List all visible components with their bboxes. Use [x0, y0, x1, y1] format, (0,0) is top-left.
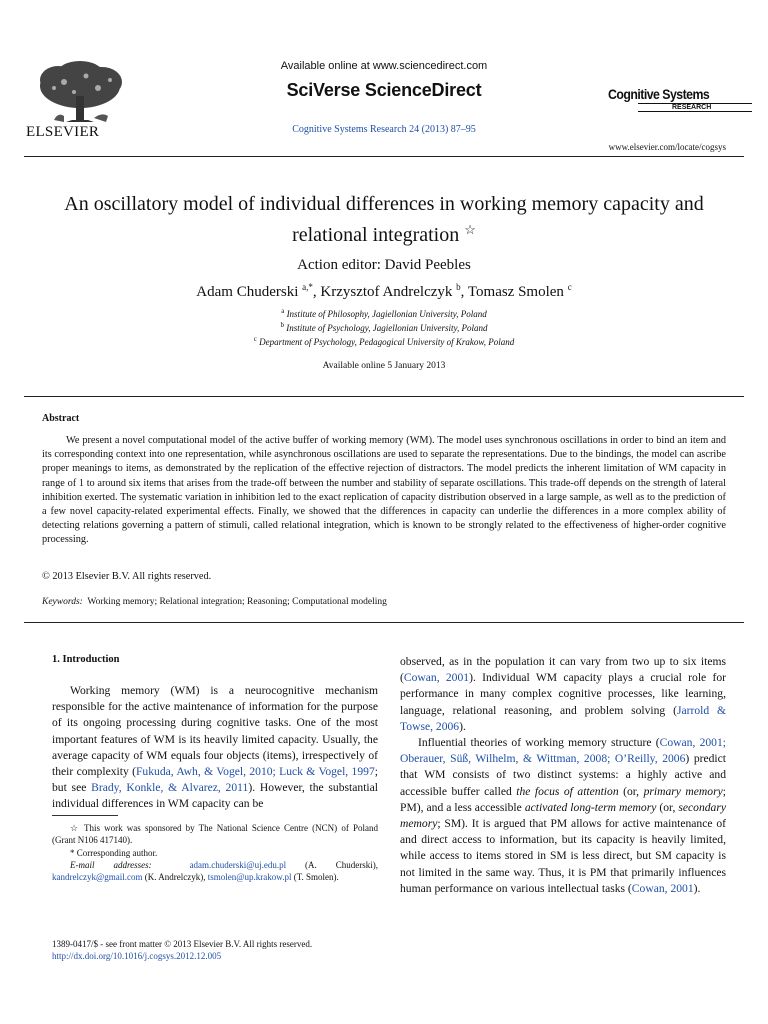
author-list: Adam Chuderski $^{a,*}$, Krzysztof Andrelczyk $^b$, Tomasz Smolen $^c$	[196, 282, 572, 300]
citation-link[interactable]: Cowan, 2001; Oberauer, Süß, Wilhelm, & Wittman, 2008; O’Reilly, 2006	[400, 736, 726, 766]
available-online-notice: Available online at www.sciencedirect.com	[280, 60, 488, 72]
citation-link[interactable]: Brady, Konkle, & Alvarez, 2011	[91, 781, 249, 795]
journal-logo-title: Cognitive Systems	[608, 86, 710, 102]
header-divider	[24, 156, 744, 157]
body-text: ).	[459, 719, 466, 733]
journal-url: www.elsevier.com/locate/cogsys	[608, 142, 726, 152]
body-text: ; SM). It is argued that PM allows for active maintenance of and direct access to information, but its capacity is heavily limited, while access to items stored in SM is less direct, but SM capacity is not limited in the same way. Thus, it is PM that primarily influences human performance on various intellectual tasks (	[400, 817, 726, 895]
email-link-smolen[interactable]: tsmolen@up.krakow.pl	[207, 872, 292, 883]
body-text: ) predict that WM consists of two distinct systems: a highly active and accessible buffer called	[400, 752, 727, 798]
footnote-divider	[52, 815, 118, 816]
article-title-text: An oscillatory model of individual differences in working memory capacity and relational integration	[64, 193, 704, 246]
journal-citation-link[interactable]: Cognitive Systems Research 24 (2013) 87–95	[292, 124, 476, 135]
body-text: Working memory (WM) is a neurocognitive mechanism responsible for the active maintenance of information for the purpose of its ongoing processing during cognitive tasks. One of the most important features of WM is its heavily limited capacity. Usually, the average capacity of WM equals four objects (items), irrespectively of their complexity (	[52, 684, 378, 779]
emphasized-term: secondary memory	[400, 800, 727, 831]
corresponding-footnote: * Corresponding author.	[70, 847, 158, 858]
author-affiliation-mark: c	[567, 282, 572, 292]
keywords-label: Keywords:	[42, 597, 83, 607]
author-affiliation-mark: b	[456, 282, 461, 292]
affiliation-a: $^a$ Institute of Philosophy, Jagiellonian University, Poland	[281, 307, 487, 319]
platform-logo: SciVerse ScienceDirect	[286, 80, 482, 100]
abstract-top-divider	[24, 396, 744, 397]
abstract-text: We present a novel computational model of the active buffer of working memory (WM). The model uses synchronous oscillations in order to bind an item and its corresponding context into one representation, while asynchronous oscillations are used to separate the representations. Due to the bindings, the model can ascribe proper meanings to items, as demonstrated by the replication of the effective rejection of distractors. The model predicts the inherent limitation of WM capacity in range of 1 to around six items that arises from the trade-off between the number and stability of separate oscillations. This trade-off depends on the strength of lateral inhibition exerted. The systematic variation in inhibition led to the exact replication of capacity distribution observed in a large sample, as well as to the prediction of a few novel capacity-related experimental effects. Finally, we showed that the differences in capacity can underlie the differences in a more complex ability of detecting relations governing a pattern of stimuli, called relational integration, which is known to be strongly related to the effectiveness of higher-order cognitive processing.	[42, 435, 726, 546]
intro-column-right	[400, 654, 726, 897]
doi-link[interactable]: http://dx.doi.org/10.1016/j.cogsys.2012.12.005	[52, 951, 222, 962]
body-text: ; PM), and a less accessible	[400, 784, 726, 814]
email-link-chuderski[interactable]: adam.chuderski@uj.edu.pl	[189, 859, 287, 870]
citation-link[interactable]: Cowan, 2001	[403, 671, 470, 685]
citation-link[interactable]: Cowan, 2001	[631, 881, 694, 895]
body-text: ). Individual WM capacity plays a crucial role for performance in many complex cognitive processes, like learning, language, relational reasoning, and problem solving (	[400, 671, 726, 717]
author-affiliation-mark: a,*	[302, 282, 313, 292]
journal-logo	[608, 86, 726, 112]
journal-logo-subtitle: RESEARCH	[638, 103, 752, 112]
emphasized-term: primary memory	[643, 784, 723, 798]
body-text: ; but see	[52, 765, 378, 795]
article-meta	[52, 938, 312, 963]
intro-paragraph-right-2	[400, 735, 726, 897]
funding-star-icon: ☆	[70, 823, 80, 833]
emphasized-term: the focus of attention	[516, 784, 619, 798]
section-heading: 1. Introduction	[52, 654, 120, 665]
emphasized-term: activated long-term memory	[524, 800, 657, 814]
funding-footnote: ☆ This work was sponsored by The National Science Centre (NCN) of Poland (Grant N106 417140).	[52, 823, 378, 846]
body-text: Influential theories of working memory structure (	[418, 736, 660, 750]
email-link-andrelczyk[interactable]: kandrelczyk@gmail.com	[52, 872, 143, 883]
affiliation-c: $^c$ Department of Psychology, Pedagogical University of Krakow, Poland	[253, 335, 515, 347]
affiliation-b: $^b$ Institute of Psychology, Jagiellonian University, Poland	[280, 321, 488, 333]
body-text: ).	[693, 881, 701, 895]
action-editor: Action editor: David Peebles	[297, 257, 471, 273]
author-name: Krzysztof Andrelczyk	[320, 284, 457, 300]
keywords	[42, 597, 387, 607]
available-date: Available online 5 January 2013	[322, 361, 446, 371]
body-text: (or,	[618, 784, 644, 798]
author-name: Adam Chuderski	[196, 284, 303, 300]
body-text: ). However, the substantial individual differences in WM capacity can be	[52, 781, 378, 811]
intro-paragraph-right-1	[400, 654, 726, 735]
body-text: (or,	[656, 800, 679, 814]
publisher-wordmark: ELSEVIER	[26, 124, 100, 140]
abstract-bottom-divider	[24, 622, 744, 623]
footnotes	[52, 822, 378, 883]
citation-link[interactable]: Fukuda, Awh, & Vogel, 2010; Luck & Vogel, 1997	[135, 765, 375, 779]
title-footnote-star-icon: ☆	[464, 222, 476, 237]
article-title	[60, 192, 708, 248]
email-footnote: E-mail addresses: adam.chuderski@uj.edu.pl (A. Chuderski), kandrelczyk@gmail.com (K. Andrelczyk), tsmolen@up.krakow.pl (T. Smolen).	[52, 859, 379, 883]
issn-line: 1389-0417/$ - see front matter © 2013 Elsevier B.V. All rights reserved.	[52, 939, 313, 949]
email-label: E-mail addresses:	[70, 859, 152, 870]
author-name: Tomasz Smolen	[467, 284, 568, 300]
keywords-list: Working memory; Relational integration; Reasoning; Computational modeling	[87, 597, 387, 607]
abstract-copyright: © 2013 Elsevier B.V. All rights reserved.	[42, 571, 212, 582]
citation-link[interactable]: Jarrold & Towse, 2006	[400, 703, 726, 733]
abstract-heading: Abstract	[42, 413, 80, 424]
intro-paragraph-left	[52, 683, 378, 813]
body-text: observed, as in the population it can vary from two up to six items (	[400, 655, 726, 685]
